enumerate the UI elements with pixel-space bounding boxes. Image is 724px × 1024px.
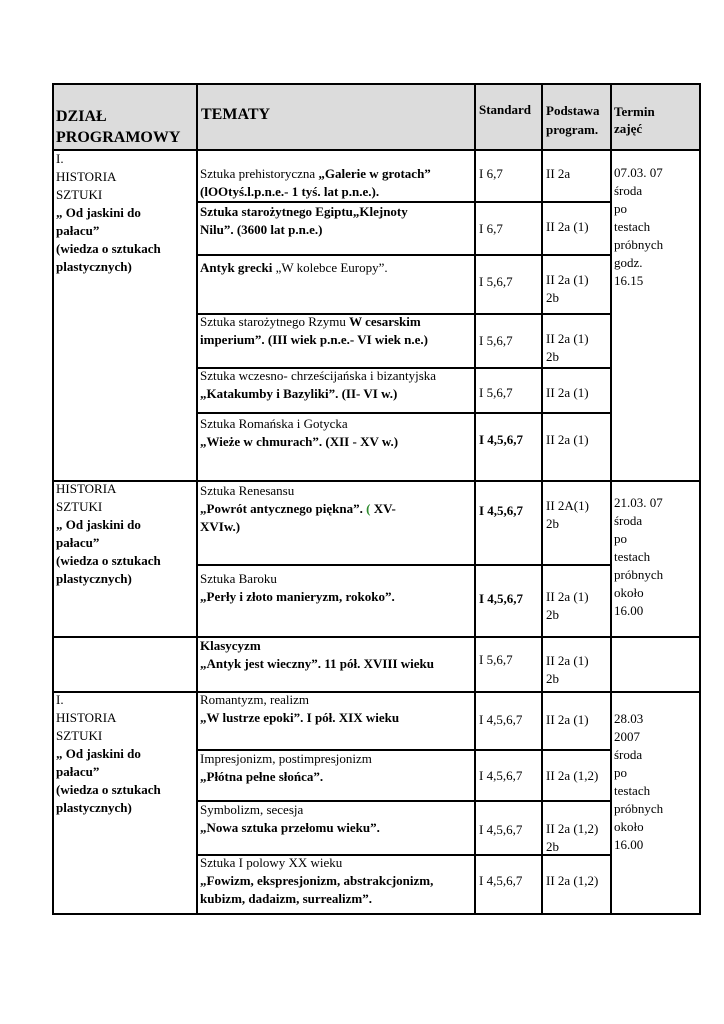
podstawa-line: 2b bbox=[546, 607, 559, 622]
termin-line: po bbox=[614, 201, 627, 216]
podstawa-line: II 2a bbox=[546, 166, 571, 181]
standard-cell: I 4,5,6,7 bbox=[479, 768, 523, 783]
standard-cell: I 4,5,6,7 bbox=[479, 432, 524, 447]
grid-line bbox=[699, 83, 701, 915]
topic-text: Antyk grecki bbox=[200, 260, 273, 275]
termin-line: testach bbox=[614, 783, 651, 798]
topic-text: Sztuka prehistoryczna bbox=[200, 166, 319, 181]
header-podstawa-line: Podstawa bbox=[546, 103, 600, 118]
topic-text: Sztuka starożytnego Rzymu bbox=[200, 314, 350, 329]
dzial-line: HISTORIA bbox=[56, 169, 117, 184]
topic-text: imperium”. (III wiek p.n.e.- VI wiek n.e.) bbox=[200, 332, 428, 347]
topic-text: kubizm, dadaizm, surrealizm”. bbox=[200, 891, 373, 906]
header-standard: Standard bbox=[479, 102, 532, 117]
grid-line bbox=[474, 83, 476, 915]
dzial-line: I. bbox=[56, 151, 64, 166]
dzial-line: plastycznych) bbox=[56, 259, 132, 274]
topic-line bbox=[200, 571, 277, 587]
termin-line: 16.00 bbox=[614, 837, 644, 852]
podstawa-line: II 2a (1) bbox=[546, 712, 589, 727]
grid-line bbox=[52, 636, 699, 638]
grid-line bbox=[52, 691, 699, 693]
podstawa-line: 2b bbox=[546, 290, 559, 305]
podstawa-line: 2b bbox=[546, 839, 559, 854]
topic-line bbox=[200, 802, 303, 818]
topic-line bbox=[200, 434, 398, 450]
header-tematy: TEMATY bbox=[201, 106, 271, 123]
podstawa-line: II 2a (1,2) bbox=[546, 873, 599, 888]
topic-text: „Perły i złoto manieryzm, rokoko”. bbox=[200, 589, 395, 604]
termin-line: godz. bbox=[614, 255, 643, 270]
topic-text: „Fowizm, ekspresjonizm, abstrakcjonizm, bbox=[200, 873, 434, 888]
termin-line: środa bbox=[614, 183, 643, 198]
header-dzial-line: DZIAŁ bbox=[56, 108, 107, 125]
standard-cell: I 5,6,7 bbox=[479, 274, 513, 289]
header-termin-line: Termin bbox=[614, 104, 655, 119]
header-podstawa-line: program. bbox=[546, 122, 599, 137]
topic-text: „Galerie w grotach” bbox=[318, 166, 431, 181]
standard-cell: I 5,6,7 bbox=[479, 652, 513, 667]
dzial-line: SZTUKI bbox=[56, 728, 103, 743]
topic-text: „Katakumby i Bazyliki”. (II- VI w.) bbox=[200, 386, 398, 401]
termin-line: 16.00 bbox=[614, 603, 644, 618]
topic-text: (lOOtyś.l.p.n.e.- 1 tyś. lat p.n.e.). bbox=[200, 184, 380, 199]
topic-text: Romantyzm, realizm bbox=[200, 692, 310, 707]
grid-line bbox=[196, 564, 610, 566]
podstawa-line: 2b bbox=[546, 671, 559, 686]
grid-line bbox=[196, 83, 198, 915]
dzial-line: pałacu” bbox=[56, 764, 100, 779]
topic-text: „Antyk jest wieczny”. 11 pół. XVIII wieku bbox=[200, 656, 435, 671]
standard-cell: I 4,5,6,7 bbox=[479, 873, 523, 888]
standard-cell: I 6,7 bbox=[479, 166, 503, 181]
header-termin-line: zajęć bbox=[614, 121, 643, 136]
topic-text: ( bbox=[366, 501, 371, 516]
grid-line bbox=[196, 367, 610, 369]
topic-line bbox=[200, 751, 372, 767]
podstawa-line: II 2a (1) bbox=[546, 331, 589, 346]
topic-line bbox=[200, 710, 399, 726]
dzial-line: SZTUKI bbox=[56, 499, 103, 514]
topic-line bbox=[200, 204, 408, 220]
topic-text: Sztuka wczesno- chrześcijańska i bizantyjska bbox=[200, 368, 437, 383]
dzial-line: (wiedza o sztukach bbox=[56, 241, 161, 256]
termin-line: próbnych bbox=[614, 567, 664, 582]
grid-line bbox=[52, 913, 699, 915]
topic-line bbox=[200, 820, 380, 836]
topic-line bbox=[200, 501, 396, 517]
topic-text: Sztuka starożytnego Egiptu„Klejnoty bbox=[200, 204, 408, 219]
topic-text: XVIw.) bbox=[200, 519, 241, 534]
topic-text: Nilu”. (3600 lat p.n.e.) bbox=[200, 222, 323, 237]
topic-line bbox=[200, 368, 436, 384]
termin-line: około bbox=[614, 819, 644, 834]
topic-line bbox=[200, 184, 379, 200]
topic-line bbox=[200, 873, 433, 889]
topic-line bbox=[200, 166, 431, 182]
podstawa-line: II 2a (1,2) bbox=[546, 821, 599, 836]
podstawa-line: II 2a (1) bbox=[546, 653, 589, 668]
topic-text: „Wieże w chmurach”. (XII - XV w.) bbox=[200, 434, 399, 449]
topic-line bbox=[200, 332, 428, 348]
topic-text: „W lustrze epoki”. I pół. XIX wieku bbox=[200, 710, 400, 725]
topic-line bbox=[200, 692, 309, 708]
grid-line bbox=[610, 83, 612, 915]
topic-line bbox=[200, 638, 261, 654]
topic-line bbox=[200, 483, 294, 499]
termin-line: środa bbox=[614, 747, 643, 762]
topic-line bbox=[200, 589, 395, 605]
termin-line: próbnych bbox=[614, 801, 664, 816]
grid-line bbox=[196, 412, 610, 414]
topic-text: XV- bbox=[370, 501, 396, 516]
topic-text: Sztuka Renesansu bbox=[200, 483, 295, 498]
topic-line bbox=[200, 891, 372, 907]
topic-line bbox=[200, 416, 348, 432]
topic-line bbox=[200, 769, 323, 785]
podstawa-line: II 2a (1) bbox=[546, 219, 589, 234]
podstawa-line: II 2a (1) bbox=[546, 272, 589, 287]
grid-line bbox=[52, 149, 699, 151]
termin-line: 28.03 bbox=[614, 711, 644, 726]
dzial-line: HISTORIA bbox=[56, 481, 117, 496]
termin-line: środa bbox=[614, 513, 643, 528]
topic-line bbox=[200, 314, 421, 330]
topic-text: Sztuka Romańska i Gotycka bbox=[200, 416, 348, 431]
topic-line bbox=[200, 386, 397, 402]
topic-text: „Powrót antycznego piękna”. bbox=[200, 501, 367, 516]
topic-text: „W kolebce Europy”. bbox=[272, 260, 388, 275]
termin-line: około bbox=[614, 585, 644, 600]
grid-line bbox=[52, 480, 699, 482]
grid-line bbox=[196, 313, 610, 315]
dzial-line: plastycznych) bbox=[56, 571, 132, 586]
grid-line bbox=[196, 254, 610, 256]
topic-text: W cesarskim bbox=[349, 314, 421, 329]
grid-line bbox=[196, 201, 610, 203]
podstawa-line: 2b bbox=[546, 349, 559, 364]
termin-line: po bbox=[614, 531, 627, 546]
standard-cell: I 4,5,6,7 bbox=[479, 591, 524, 606]
standard-cell: I 4,5,6,7 bbox=[479, 822, 523, 837]
termin-line: 16.15 bbox=[614, 273, 644, 288]
termin-line: 2007 bbox=[614, 729, 640, 744]
podstawa-line: 2b bbox=[546, 516, 559, 531]
termin-line: testach bbox=[614, 219, 651, 234]
standard-cell: I 5,6,7 bbox=[479, 385, 513, 400]
dzial-line: pałacu” bbox=[56, 223, 100, 238]
grid-line bbox=[52, 83, 54, 915]
grid-line bbox=[196, 854, 610, 856]
podstawa-line: II 2A(1) bbox=[546, 498, 589, 513]
topic-text: Impresjonizm, postimpresjonizm bbox=[200, 751, 372, 766]
podstawa-line: II 2a (1) bbox=[546, 432, 589, 447]
grid-line bbox=[196, 800, 610, 802]
termin-line: po bbox=[614, 765, 627, 780]
dzial-line: SZTUKI bbox=[56, 187, 103, 202]
dzial-line: pałacu” bbox=[56, 535, 100, 550]
dzial-line: plastycznych) bbox=[56, 800, 132, 815]
grid-line bbox=[196, 749, 610, 751]
topic-line bbox=[200, 260, 388, 276]
standard-cell: I 6,7 bbox=[479, 221, 503, 236]
topic-text: Sztuka Baroku bbox=[200, 571, 277, 586]
grid-line bbox=[541, 83, 543, 915]
dzial-line: HISTORIA bbox=[56, 710, 117, 725]
grid-line bbox=[52, 83, 699, 85]
standard-cell: I 4,5,6,7 bbox=[479, 503, 524, 518]
topic-text: Klasycyzm bbox=[200, 638, 261, 653]
dzial-line: (wiedza o sztukach bbox=[56, 553, 161, 568]
topic-text: Symbolizm, secesja bbox=[200, 802, 304, 817]
standard-cell: I 5,6,7 bbox=[479, 333, 513, 348]
podstawa-line: II 2a (1) bbox=[546, 589, 589, 604]
dzial-line: (wiedza o sztukach bbox=[56, 782, 161, 797]
dzial-line: „ Od jaskini do bbox=[56, 205, 141, 220]
header-dzial-line: PROGRAMOWY bbox=[56, 129, 181, 146]
dzial-line: I. bbox=[56, 692, 64, 707]
termin-line: 21.03. 07 bbox=[614, 495, 663, 510]
topic-line bbox=[200, 222, 322, 238]
topic-line bbox=[200, 656, 434, 672]
dzial-line: „ Od jaskini do bbox=[56, 746, 141, 761]
topic-text: „Płótna pełne słońca”. bbox=[200, 769, 324, 784]
termin-line: 07.03. 07 bbox=[614, 165, 663, 180]
termin-line: próbnych bbox=[614, 237, 664, 252]
podstawa-line: II 2a (1) bbox=[546, 385, 589, 400]
standard-cell: I 4,5,6,7 bbox=[479, 712, 523, 727]
topic-text: Sztuka I polowy XX wieku bbox=[200, 855, 343, 870]
dzial-line: „ Od jaskini do bbox=[56, 517, 141, 532]
topic-line bbox=[200, 519, 240, 535]
termin-line: testach bbox=[614, 549, 651, 564]
topic-text: „Nowa sztuka przełomu wieku”. bbox=[200, 820, 380, 835]
topic-line bbox=[200, 855, 342, 871]
podstawa-line: II 2a (1,2) bbox=[546, 768, 599, 783]
